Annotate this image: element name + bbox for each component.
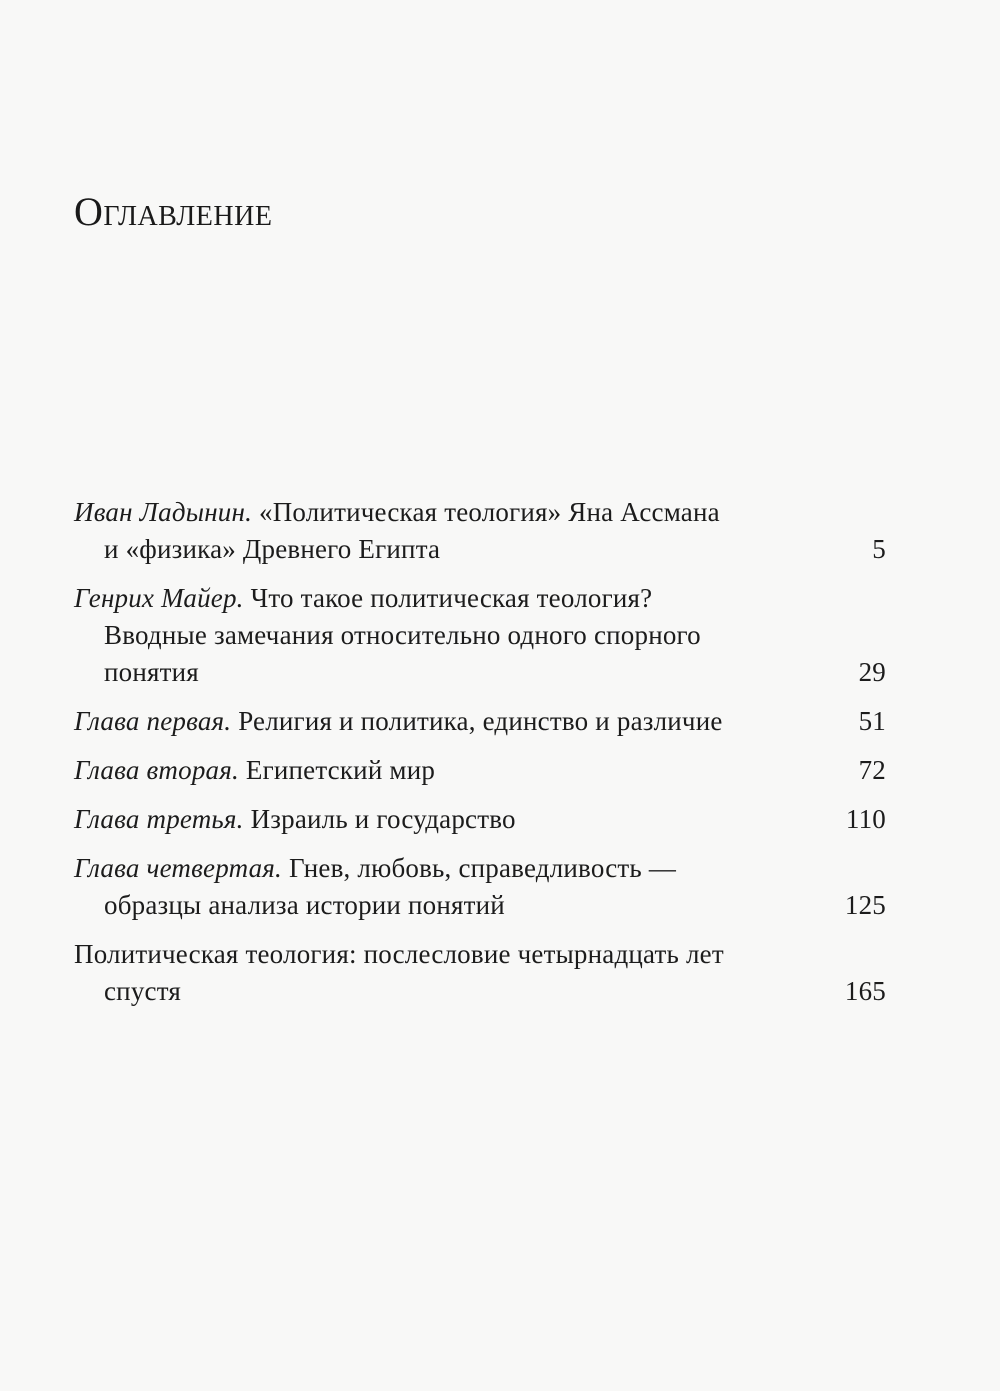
toc-entry-chapter-2 xyxy=(74,752,886,789)
toc-entry-line: спустя xyxy=(104,976,181,1006)
toc-entry-chapter-1 xyxy=(74,703,886,740)
toc-entry-title: Гнев, любовь, справедливость — xyxy=(288,853,677,883)
toc-entry-line xyxy=(74,494,816,531)
toc-entry-title: Что такое политическая теология? xyxy=(250,583,653,613)
toc-entry-page-number: 51 xyxy=(858,706,886,736)
toc-entry-line xyxy=(74,580,816,617)
toc-entry-line: и «физика» Древнего Египта xyxy=(104,534,441,564)
toc-entry-line xyxy=(74,752,816,789)
toc-entry-line xyxy=(74,850,816,887)
toc-entry-title: Религия и политика, единство и различие xyxy=(238,706,723,736)
toc-entry-ladynin xyxy=(74,494,886,568)
toc-entry-author: Генрих Майер. xyxy=(74,583,244,613)
toc-entry-line xyxy=(74,801,816,838)
toc-entry-author: Глава первая. xyxy=(74,706,232,736)
toc-entry-title: Египетский мир xyxy=(245,755,436,785)
table-of-contents xyxy=(74,494,886,1022)
toc-entry-page-number: 5 xyxy=(872,534,886,564)
toc-entry-page-number: 29 xyxy=(858,657,886,687)
toc-entry-author: Глава третья. xyxy=(74,804,244,834)
toc-entry-page-number: 72 xyxy=(858,755,886,785)
toc-entry-chapter-4 xyxy=(74,850,886,924)
toc-entry-author: Глава вторая. xyxy=(74,755,239,785)
toc-entry-line xyxy=(74,703,816,740)
toc-entry-page-number: 165 xyxy=(844,976,886,1006)
toc-entry-page-number: 110 xyxy=(845,804,886,834)
toc-entry-line: Вводные замечания относительно одного спорного xyxy=(104,620,701,650)
toc-entry-title: Израиль и государство xyxy=(250,804,516,834)
toc-entry-afterword xyxy=(74,936,886,1010)
toc-entry-page-number: 125 xyxy=(844,890,886,920)
toc-entry-line: образцы анализа истории понятий xyxy=(104,890,505,920)
toc-entry-chapter-3 xyxy=(74,801,886,838)
toc-entry-author: Иван Ладынин. xyxy=(74,497,253,527)
toc-entry-meier xyxy=(74,580,886,691)
toc-entry-line: Политическая теология: послесловие четырнадцать лет xyxy=(74,939,724,969)
toc-entry-author: Глава четвертая. xyxy=(74,853,282,883)
toc-entry-title: «Политическая теология» Яна Ассмана xyxy=(259,497,720,527)
page-title: Оглавление xyxy=(74,189,273,234)
toc-entry-line: понятия xyxy=(104,657,199,687)
